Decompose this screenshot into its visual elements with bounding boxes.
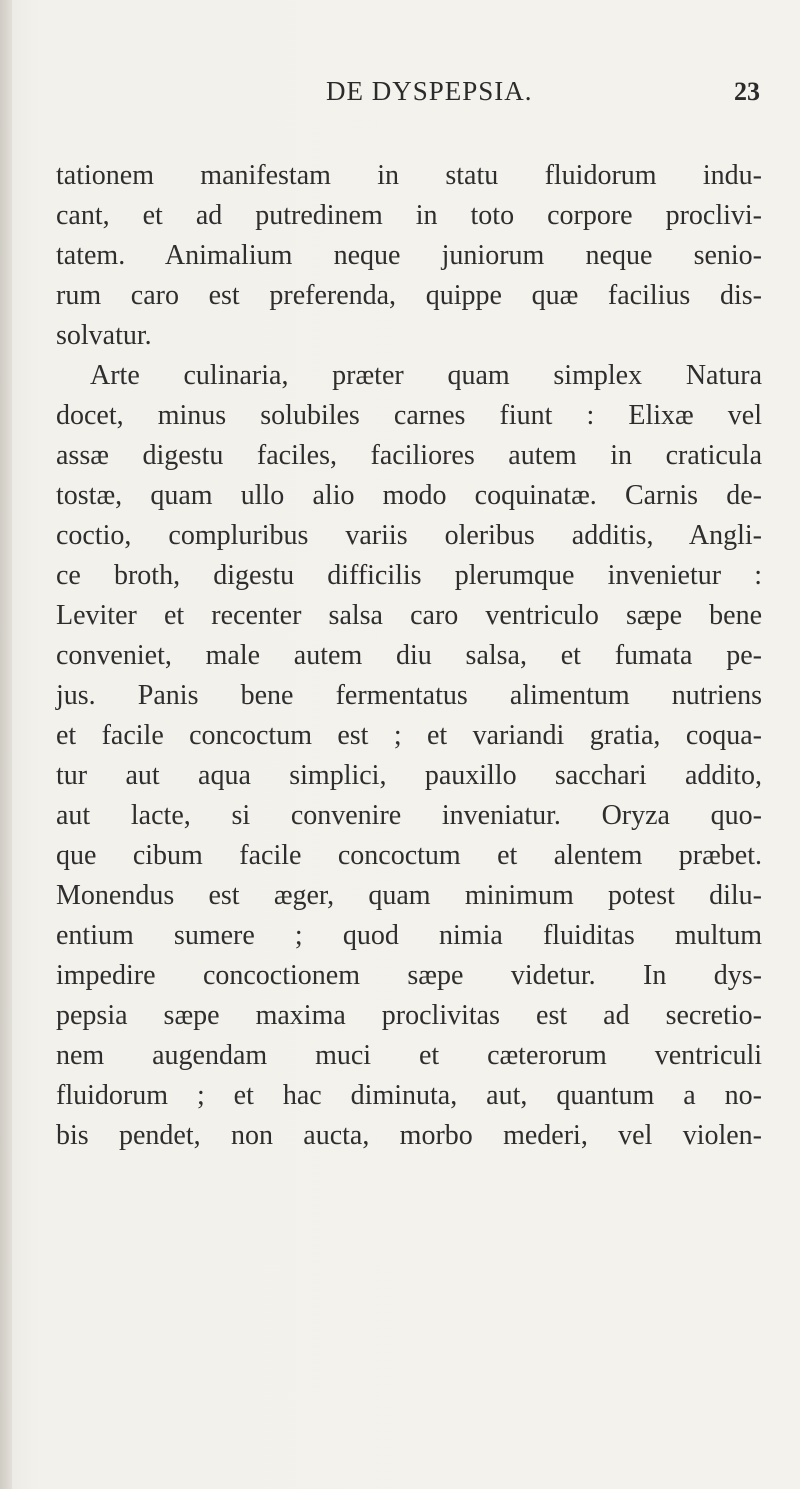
text-line: assæ digestu faciles, faciliores autem in craticula — [56, 440, 762, 471]
text-line: coctio, compluribus variis oleribus additis, Angli- — [56, 520, 762, 551]
text-line: Monendus est æger, quam minimum potest dilu- — [56, 880, 762, 911]
text-line: Leviter et recenter salsa caro ventriculo sæpe bene — [56, 600, 762, 631]
page-header — [0, 76, 800, 116]
text-line: bis pendet, non aucta, morbo mederi, vel violen- — [56, 1120, 762, 1151]
text-line: jus. Panis bene fermentatus alimentum nutriens — [56, 680, 762, 711]
text-line: ce broth, digestu difficilis plerumque invenietur : — [56, 560, 762, 591]
text-line: nem augendam muci et cæterorum ventriculi — [56, 1040, 762, 1071]
running-title: DE DYSPEPSIA. — [326, 76, 533, 106]
text-line: aut lacte, si convenire inveniatur. Oryza quo- — [56, 800, 762, 831]
text-line: tatem. Animalium neque juniorum neque senio- — [56, 240, 762, 271]
text-line: et facile concoctum est ; et variandi gratia, coqua- — [56, 720, 762, 751]
text-line: pepsia sæpe maxima proclivitas est ad secretio- — [56, 1000, 762, 1031]
page-number: 23 — [734, 77, 760, 106]
text-line: rum caro est preferenda, quippe quæ facilius dis- — [56, 280, 762, 311]
text-line: solvatur. — [56, 320, 152, 351]
text-line: impedire concoctionem sæpe videtur. In dys- — [56, 960, 762, 991]
binding-edge — [0, 0, 12, 1489]
text-line: tationem manifestam in statu fluidorum indu- — [56, 160, 762, 191]
text-line: tostæ, quam ullo alio modo coquinatæ. Carnis de- — [56, 480, 762, 511]
text-line: que cibum facile concoctum et alentem præbet. — [56, 840, 762, 871]
text-line: Arte culinaria, præter quam simplex Natura — [90, 360, 762, 391]
text-line: cant, et ad putredinem in toto corpore proclivi- — [56, 200, 762, 231]
text-line: fluidorum ; et hac diminuta, aut, quantum a no- — [56, 1080, 762, 1111]
text-line: entium sumere ; quod nimia fluiditas multum — [56, 920, 762, 951]
text-line: conveniet, male autem diu salsa, et fumata pe- — [56, 640, 762, 671]
text-line: tur aut aqua simplici, pauxillo sacchari addito, — [56, 760, 762, 791]
text-line: docet, minus solubiles carnes fiunt : Elixæ vel — [56, 400, 762, 431]
